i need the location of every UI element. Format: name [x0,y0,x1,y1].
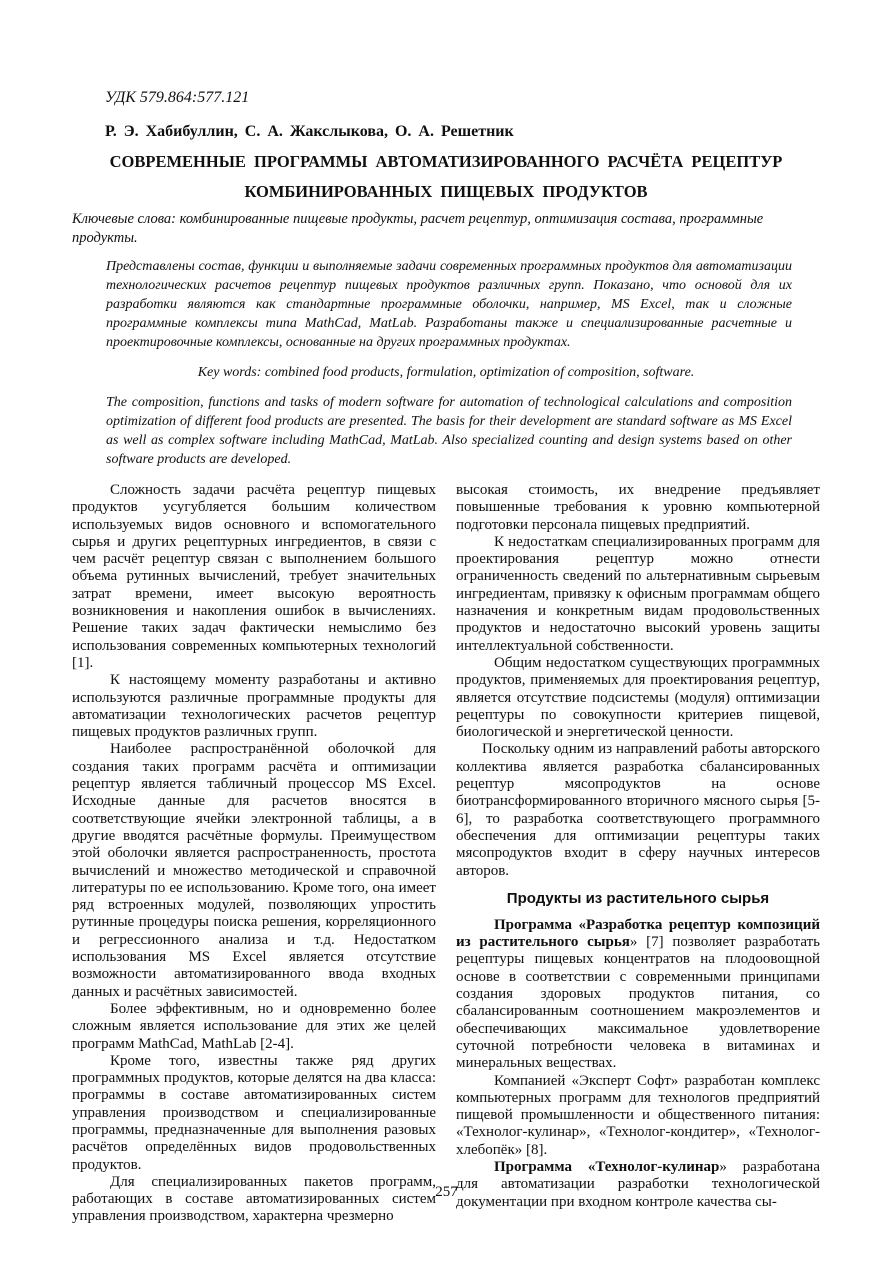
paragraph: Сложность задачи расчёта рецептур пищевых продуктов усугубляется большим количеством используемых видов основного и вспомогательного сырья и других рецептурных ингредиентов, в связи с чем расчёт рецептур связан с выполнением большого объема рутинных вычислений, требует значительных затрат времени, имеет высокую вероятность возникновения и накопления ошибок в вычислениях. Решение таких задач фактически немыслимо без использования современных компьютерных технологий [1]. [72,482,436,671]
article-title-line1: СОВРЕМЕННЫЕ ПРОГРАММЫ АВТОМАТИЗИРОВАННОГО РАСЧЁТА РЕЦЕПТУР [109,152,783,171]
paragraph: высокая стоимость, их внедрение предъявляет повышенные требования к уровню компьютерной подготовки персонала пищевых предприятий. [456,482,820,533]
udc-code: УДК 579.864:577.121 [105,89,250,106]
two-column-body [72,482,820,1226]
program-name-bold: Программа «Разработка рецептур композиций из растительного сырья [456,916,820,951]
paragraph: Для специализированных пакетов программ, работающих в составе автоматизированных систем управления производством, характерна чрезмерно [72,1173,436,1225]
abstract-english: The composition, functions and tasks of modern software for automation of technological calculations and composition optimization of different food products are presented. The basis for their development are standard software as MS Excel as well as complex software including MathCad, MatLab. Also specialized counting and design systems based on other software products are developed. [106,395,792,467]
paragraph: Поскольку одним из направлений работы авторского коллектива является разработка сбалансированных рецептур мясопродуктов на основе биотрансформированного вторичного мясного сырья [5-6], то разработка соответствующего программного обеспечения для оптимизации рецептуры таких мясопродуктов входит в сферу научных интересов авторов. [456,741,820,879]
paragraph: Кроме того, известны также ряд других программных продуктов, которые делятся на два класса: программы в составе автоматизированных систем управления производством и специализированные программы, предназначенные для выполнения разовых расчётов определённых видов продовольственных продуктов. [72,1052,436,1173]
paragraph: Компанией «Эксперт Софт» разработан комплекс компьютерных программ для технологов предприятий пищевой промышленности и общественного питания: «Технолог-кулинар», «Технолог-кондитер», «Технолог-хлебопёк» [8]. [456,1072,820,1158]
right-column [456,482,820,1226]
program-name-bold: Программа «Технолог-кулинар [494,1158,720,1175]
paragraph: Более эффективным, но и одновременно более сложным является использование для этих же целей программ MathCad, MathLab [2-4]. [72,1000,436,1052]
keywords-english: Key words: combined food products, formulation, optimization of composition, software. [197,365,695,380]
paragraph: Наиболее распространённой оболочкой для создания таких программ расчёта и оптимизации рецептур является табличный процессор MS Excel. Исходные данные для расчетов вносятся в соответствующие ячейки электронной таблицы, а в другие вводятся расчётные формулы. Преимуществом этой оболочки является распространенность, простота вычислений и множество методической и справочной литературы по ее использованию. Кроме того, она имеет ряд встроенных модулей, позволяющих упростить рутинные процедуры поиска решения, корреляционного и регрессионного анализа и т.д. Недостатком использования MS Excel является отсутствие возможности автоматизированного ввода входных данных и расчётных зависимостей. [72,741,436,1000]
page-number: 257 [435,1184,458,1200]
paragraph: К настоящему моменту разработаны и активно используются различные программные продукты для автоматизации технологических расчетов рецептур пищевых продуктов различных групп. [72,672,436,741]
paragraph [456,917,820,1073]
paragraph-text: » [7] позволяет разработать рецептуры пищевых концентратов на плодоовощной основе в соответствии с современными принципами создания здоровых продуктов питания, со сбалансированным соотношением макроэлементов и обеспечивающих максимальное удовлетворение суточной потребности человека в витаминах и минеральных веществах. [456,934,820,1072]
authors-line: Р. Э. Хабибуллин, С. А. Жакслыкова, О. А. Решетник [105,123,514,140]
keywords-russian: Ключевые слова: комбинированные пищевые продукты, расчет рецептур, оптимизация состава, программные продукты. [72,211,764,246]
abstract-russian: Представлены состав, функции и выполняемые задачи современных программных продуктов для автоматизации технологических расчетов рецептур пищевых продуктов различных групп. Показано, что основой для их разработки являются как стандартные программные оболочки, например, MS Excel, так и сложные программные комплексы типа MathCad, MatLab. Разработаны также и специализированные расчетные и проектировочные комплексы, основанные на других программных продуктах. [106,259,792,350]
paragraph: Общим недостатком существующих программных продуктов, применяемых для проектирования рецептур, является отсутствие подсистемы (модуля) оптимизации рецептуры по совокупности критериев пищевой, биологической и энергетической ценности. [456,654,820,741]
paragraph: К недостаткам специализированных программ для проектирования рецептур можно отнести ограниченность сведений по альтернативным сырьевым ингредиентам, привязку к офисным программам общего назначения и конкретным видам продовольственных продуктов и недостаточно высокий уровень защиты интеллектуальной собственности. [456,533,820,654]
article-title-line2: КОМБИНИРОВАННЫХ ПИЩЕВЫХ ПРОДУКТОВ [244,182,648,201]
paragraph-text: » разработана для автоматизации разработки технологической документации при входном контроле качества сы- [456,1158,820,1210]
article-title [72,147,820,207]
section-heading: Продукты из растительного сырья [506,889,770,907]
left-column [72,482,436,1226]
